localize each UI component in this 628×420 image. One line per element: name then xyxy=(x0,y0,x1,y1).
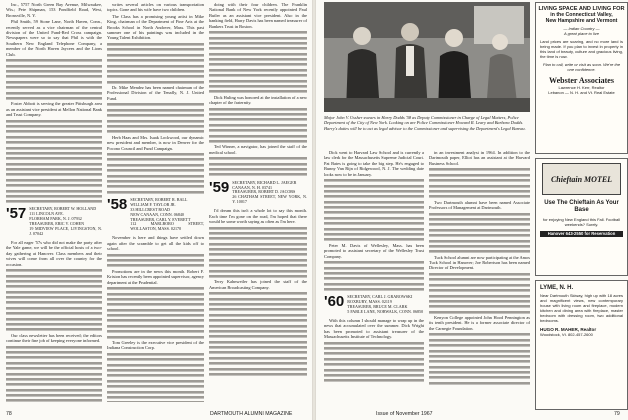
left-column-3 xyxy=(209,2,307,402)
secretary-name: SECRETARY, ROBERT W. HOLLAND xyxy=(29,206,97,212)
paragraph: Tuck School alumni are now participating at the Amos Tuck School in Hanover; Joe Robertson has been named Director of Development. xyxy=(429,254,530,271)
treasurer-address: 5 FABLE LANE, NORWALK, CONN. 06850 xyxy=(347,308,424,314)
page-number: 78 xyxy=(6,411,12,417)
ad-body: Near Dartmouth Skiway, high up with 18 acres and magnificent views, new contemporary house with living room and fireplace, modern kitchen and dining area with fireplace, master bedroom with dressing room, two additional bedrooms. xyxy=(540,293,623,323)
class-number: '60 xyxy=(324,293,345,311)
ad-line: A great place to live xyxy=(564,31,599,36)
address-line: ROXBURY, MASS. 02119 xyxy=(347,299,392,305)
treasurer-name: TREASURER, CARL Y. EVERETT xyxy=(130,216,191,222)
class-58-heading xyxy=(107,195,204,232)
address-line: 111 LINCOLN AVE. xyxy=(29,211,64,217)
paragraph: Inc., 5757 North Green Bay Avenue, Milwaukee, Wis.; Pete Shipman, 153 Pondfield Road, West, Bronxville, N. Y. xyxy=(6,2,102,18)
ad-agent-address: Woodstock, Vt. 802-457-2600 xyxy=(540,332,593,337)
ad-column xyxy=(535,0,628,420)
paragraph: The Class has a promising young artist in Mike King, chairman of the Department of Fine Arts at the Brooks School in North Andover, Mass. This past summer one of his paintings was included in the Young Talent Exhibition. xyxy=(107,13,204,41)
logo-text: Chieftain MOTEL xyxy=(550,174,613,184)
ad-brand: Webster Associates xyxy=(549,76,614,85)
right-page xyxy=(316,0,628,420)
treasurer-address: 112 MARLBORO STREET, WOLLASTON, MASS. 02170 xyxy=(130,221,204,232)
paragraph: For all eager '57s who did not make the party after the Yale game, we will be the official hosts of a two-day gathering at Hanover. Class members and their wives will come from all over the country for the occasion. xyxy=(6,239,102,267)
address-line: FLORHAM PARK, N. J. 07932 xyxy=(29,216,82,222)
right-column-2 xyxy=(429,150,530,400)
address-line: CANAAN, N. H. 03741 xyxy=(232,184,273,190)
paragraph: Our class newsletter has been received; the editors continue their fine job of keeping everyone informed. xyxy=(6,332,102,344)
paragraph: doing with their four children. The Franklin National Bank of New York recently appointed Paul Butler as an assistant vice president. Also in the banking field, Harry Davis has been named treasurer of Bankers Trust in Boston. xyxy=(209,2,307,29)
secretary-name: SECRETARY, CARL J. GRABOWSKI xyxy=(347,294,413,300)
news-photo xyxy=(324,2,530,112)
paragraph: Foster Abbott is serving the greater Pittsburgh area as an assistant vice president at Mellon National Bank and Trust Company. xyxy=(6,101,102,118)
address-line: 33 HILLCREST ROAD xyxy=(130,206,170,212)
paragraph: Promotions are in the news this month. Robert F. Kriston has recently been appointed supervisor, agency department at the Prudential. xyxy=(107,268,204,285)
class-59-heading xyxy=(209,178,307,206)
ad-contact: Lebanon — N. H. and Vt. Real Estate xyxy=(548,90,615,95)
ad-line: — Indian Country — xyxy=(563,26,600,31)
paragraph: writes several articles on various transportation topics. Gone and his wife have two children. xyxy=(107,2,204,13)
ad-title: LIVING SPACE AND LIVING FOR xyxy=(538,6,625,12)
magazine-title-footer: DARTMOUTH ALUMNI MAGAZINE xyxy=(210,411,293,417)
living-space-ad xyxy=(535,2,628,154)
paragraph: in an investment analyst in 1964. In addition to the Dartmouth paper, Elliot has an assistant at the Harvard Business School. xyxy=(429,150,530,166)
paragraph: Ted Winner, a navigator, has joined the staff of the medical school. xyxy=(209,144,307,155)
paragraph: Herb Haas and Mrs. Isaak Lockwood, our dynamic new president and member, is now in Denver for the Pocono Council and Fund Campaign. xyxy=(107,134,204,151)
ad-agent: HUGO R. MAHER, Realtor xyxy=(540,327,597,332)
ad-brand-sub: Lawrence H. Kerr, Realtor xyxy=(558,85,605,90)
ad-headline: Use The Chieftain As Your Base xyxy=(544,200,619,213)
secretary-name: SECRETARY, RICHARD L. JAEGER xyxy=(232,179,297,185)
address-line: NEW CANAAN, CONN. 06840 xyxy=(130,211,184,217)
treasurer-name: TREASURER, ERIC V. COHEN xyxy=(29,221,85,227)
class-number: '58 xyxy=(107,195,128,213)
paragraph: November is here and things have settled down again after the scramble to get all the kids off to school. xyxy=(107,235,204,252)
paragraph: Peter M. Davis of Wellesley, Mass. has been promoted to assistant secretary of the Wellesley Trust Company. xyxy=(324,242,424,259)
ad-foot: Plan to call, write or visit as soon. We're the one confidence. xyxy=(542,62,621,72)
ad-title: LYME, N. H. xyxy=(540,285,574,291)
paragraph: Kenyon College appointed John Hood Pennington as its tenth president. He is a former associate director of the Carnegie Foundation. xyxy=(429,315,530,331)
ad-body: Land prices are soaring, and no more land is being made. If you plan to invest in property in this land of beauty, culture and gracious living, the time is now. xyxy=(540,39,623,59)
lyme-property-ad xyxy=(535,280,628,410)
paragraph: Dick Huling was honored at the installation of a new chapter of the fraternity. xyxy=(209,94,307,106)
page-number: 79 xyxy=(614,411,620,417)
ad-line: in the Connecticut Valley, xyxy=(550,12,613,18)
left-page xyxy=(0,0,312,420)
class-number: '57 xyxy=(6,205,27,223)
issue-footer: Issue of November 1967 xyxy=(376,411,433,417)
address-line: WILLIAM F. TAYLOR JR. xyxy=(130,201,176,207)
ad-line: New Hampshire and Vermont xyxy=(545,18,618,24)
photo-caption: Major John V. Ussher swears in Harry Dodds '58 as Deputy Commissioner in Charge of Legal Matters, Police Department of the City of New York. Looking on are Police Commissioner Howard R. Leary and Barbara Dodds. Harry's duties will be to act as legal advisor to the Commissioner and supervising the Department's Legal Bureau. xyxy=(324,115,526,131)
paragraph: Dick went to Harvard Law School and is currently a law clerk for the Massachusetts Supreme Judicial Court. Pat Bates is going to take the big step. He's engaged to Bunny Van Rijn of Ridgewood, N. J. The wedding date looks now to be in January. xyxy=(324,150,424,177)
treasurer-address: 26 CHATHAM STREET, NEW YORK, N. Y. 10017 xyxy=(232,194,307,205)
treasurer-name: TREASURER, ROBERT D. JACOBS xyxy=(232,189,296,195)
secretary-name: SECRETARY, ROBERT R. BALL xyxy=(130,196,188,202)
class-57-heading xyxy=(6,207,102,236)
class-60-heading xyxy=(324,295,424,315)
ad-sub: for enjoying New England this Fall. Football weekends? Surely. xyxy=(543,217,620,227)
paragraph: Phil Smith, 59 Stone Lane, North Haven, Conn., recently served as a vice chairman of the central division of the United Fund-Red Cross campaign. Newspapers were so to say that Phil is with the Southern New England Telephone Company, a member of the North Haven Jaycees and the Lions Club. xyxy=(6,19,102,57)
paragraph: Dr. Mike Mendez has been named chairman of the Professional Division of the Tenafly, N. J. United Fund. xyxy=(107,85,204,101)
ad-phone-bar: Hanover 643-2550 for Reservation xyxy=(540,231,623,237)
paragraph: With this column I should manage to wrap up in the news that accumulated over the summer. Dick Wright has been promoted to assistant treasurer of the Massachusetts Institute of Technology. xyxy=(324,317,424,340)
chieftain-motel-ad xyxy=(535,158,628,276)
paragraph: Tom Greeley is the executive vice president of the Indiana Construction Corp. xyxy=(107,339,204,351)
right-column-1 xyxy=(324,150,424,400)
photo-scene xyxy=(324,2,530,112)
paragraph: I'd dream this isn't a whole lot to say this month. Each time I'm gone on the road, I'm hoped that there would be some worth saying as often as I'm here. xyxy=(209,208,307,224)
chieftain-logo xyxy=(542,163,621,195)
paragraph: Two Dartmouth alumni have been named Associate Professors of Management at Dartmouth. xyxy=(429,199,530,211)
treasurer-name: TREASURER, BRUCE M. CLARK xyxy=(347,304,408,309)
paragraph: Terry Kahnweiler has joined the staff of the American Broadcasting Company. xyxy=(209,279,307,290)
left-column-2 xyxy=(107,2,204,402)
left-column-1 xyxy=(6,2,102,402)
class-number: '59 xyxy=(209,178,230,196)
treasurer-address: 19 MIDVIEW PLACE, LIVINGSTON, N. J. 07042 xyxy=(29,226,102,236)
